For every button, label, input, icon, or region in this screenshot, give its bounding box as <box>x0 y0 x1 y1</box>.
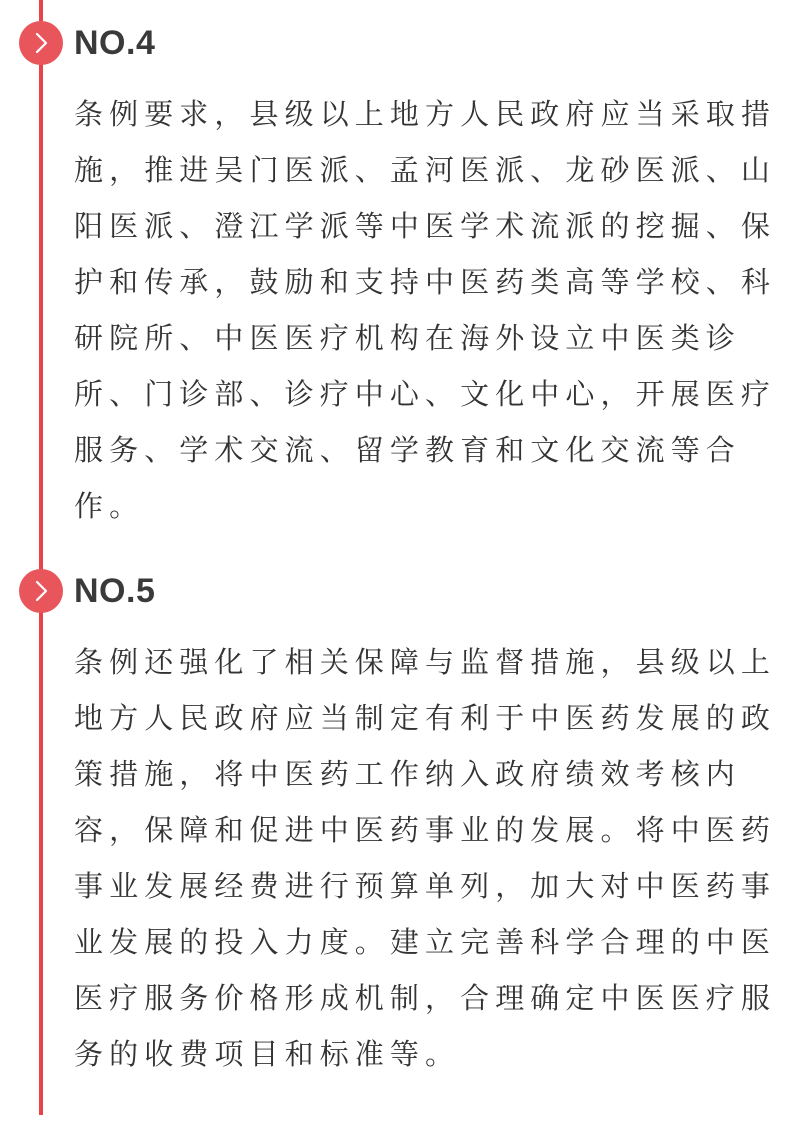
section-heading: NO.4 <box>74 24 156 62</box>
section-marker <box>19 21 63 65</box>
section-heading: NO.5 <box>74 572 156 610</box>
section-marker <box>19 569 63 613</box>
chevron-right-icon <box>19 569 63 613</box>
timeline-line <box>39 0 43 1115</box>
chevron-right-icon <box>19 21 63 65</box>
section-body-text: 条例还强化了相关保障与监督措施，县级以上地方人民政府应当制定有利于中医药发展的政策措施，将中医药工作纳入政府绩效考核内容，保障和促进中医药事业的发展。将中医药事业发展经费进行预算单列，加大对中医药事业发展的投入力度。建立完善科学合理的中医医疗服务价格形成机制，合理确定中医医疗服务的收费项目和标准等。 <box>74 645 777 1071</box>
section-body-text: 条例要求，县级以上地方人民政府应当采取措施，推进吴门医派、孟河医派、龙砂医派、山阳医派、澄江学派等中医学术流派的挖掘、保护和传承，鼓励和支持中医药类高等学校、科研院所、中医医疗机构在海外设立中医类诊所、门诊部、诊疗中心、文化中心，开展医疗服务、学术交流、留学教育和文化交流等合作。 <box>74 97 777 523</box>
